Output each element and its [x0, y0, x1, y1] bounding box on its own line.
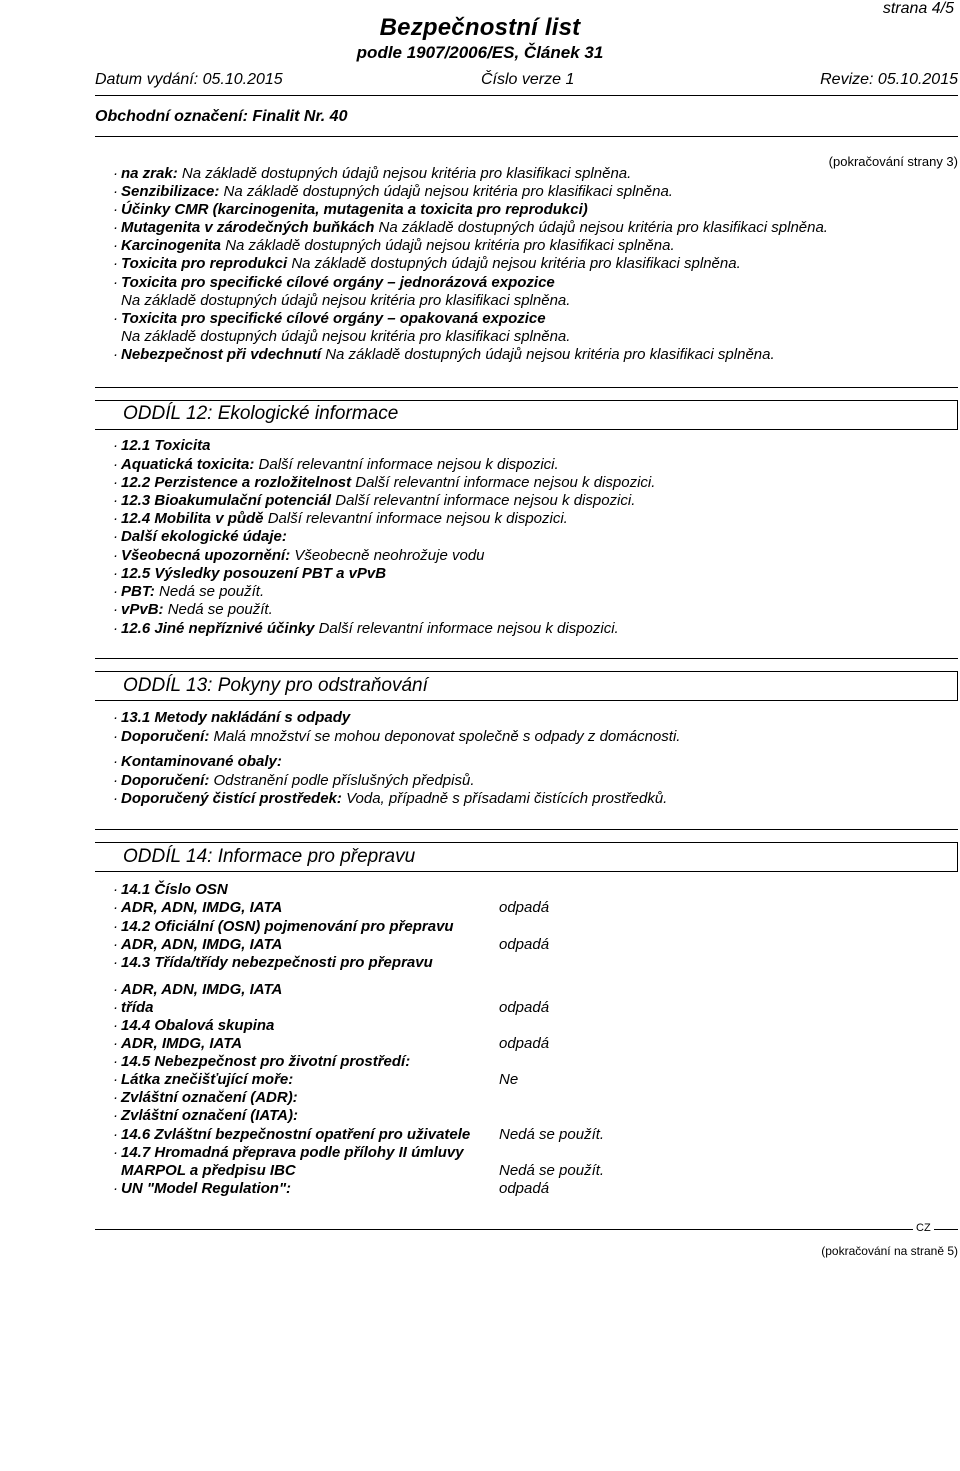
transport-line	[113, 1144, 464, 1162]
bullet-dot: ·	[113, 565, 118, 582]
line-text: Na základě dostupných údajů nejsou kritéria pro klasifikaci splněna.	[287, 255, 741, 272]
line-text: Voda, případně s přísadami čistících prostředků.	[341, 790, 668, 807]
line-text: Na základě dostupných údajů nejsou kritéria pro klasifikaci splněna.	[221, 237, 675, 254]
transport-value: Nedá se použít.	[499, 1126, 605, 1143]
text-line	[121, 292, 570, 310]
line-text: Na základě dostupných údajů nejsou kritéria pro klasifikaci splněna.	[121, 328, 571, 345]
line-text: Další relevantní informace nejsou k dispozici.	[263, 510, 568, 527]
text-line	[113, 183, 673, 201]
transport-label: Zvláštní označení (IATA):	[121, 1107, 298, 1124]
transport-value: odpadá	[499, 1180, 550, 1197]
transport-line	[113, 981, 282, 999]
text-line	[113, 565, 386, 583]
document-subtitle: podle 1907/2006/ES, Článek 31	[356, 43, 604, 62]
text-line	[113, 790, 667, 808]
transport-label: ADR, ADN, IMDG, IATA	[121, 899, 283, 916]
text-line	[113, 165, 631, 183]
section-14-rule	[95, 829, 958, 830]
bullet-dot: ·	[113, 918, 118, 935]
text-line	[113, 274, 555, 292]
bullet-dot: ·	[113, 274, 118, 291]
footer-rule	[95, 1229, 941, 1230]
line-label: 12.1 Toxicita	[121, 437, 211, 454]
line-label: Účinky CMR (karcinogenita, mutagenita a toxicita pro reprodukci)	[121, 201, 588, 218]
line-label: Toxicita pro reprodukci	[121, 255, 288, 272]
text-line	[113, 753, 282, 771]
document-title: Bezpečnostní list	[379, 14, 581, 41]
line-label: PBT:	[121, 583, 155, 600]
bullet-dot: ·	[113, 981, 118, 998]
bullet-dot: ·	[113, 547, 118, 564]
text-line	[113, 510, 568, 528]
page-number: strana 4/5	[882, 0, 954, 17]
bullet-dot: ·	[113, 790, 118, 807]
line-text: Na základě dostupných údajů nejsou kritéria pro klasifikaci splněna.	[177, 165, 632, 182]
transport-label: 14.2 Oficiální (OSN) pojmenování pro přepravu	[121, 918, 454, 935]
line-text: Další relevantní informace nejsou k dispozici.	[314, 620, 619, 637]
line-label: 12.6 Jiné nepříznivé účinky	[121, 620, 315, 637]
text-line	[113, 601, 273, 619]
issue-date: Datum vydání: 05.10.2015	[95, 71, 283, 88]
line-label: 12.3 Bioakumulační potenciál	[121, 492, 332, 509]
transport-label: ADR, ADN, IMDG, IATA	[121, 981, 283, 998]
transport-label: Látka znečišťující moře:	[121, 1071, 294, 1088]
line-label: Další ekologické údaje:	[121, 528, 287, 545]
section-12-title: ODDÍL 12: Ekologické informace	[123, 403, 399, 424]
line-label: 12.5 Výsledky posouzení PBT a vPvB	[121, 565, 387, 582]
line-text: Odstranění podle příslušných předpisů.	[209, 772, 475, 789]
line-text: Na základě dostupných údajů nejsou kritéria pro klasifikaci splněna.	[121, 292, 571, 309]
bullet-dot: ·	[113, 165, 118, 182]
bullet-dot: ·	[113, 1017, 118, 1034]
line-label: 13.1 Metody nakládání s odpady	[121, 709, 351, 726]
footer-language	[0, 1222, 960, 1236]
text-line	[113, 620, 619, 638]
text-line	[113, 528, 287, 546]
bullet-dot: ·	[113, 753, 118, 770]
transport-label: ADR, ADN, IMDG, IATA	[121, 936, 283, 953]
bullet-dot: ·	[113, 620, 118, 637]
continued-from: (pokračování strany 3)	[828, 154, 958, 169]
transport-line	[113, 954, 433, 972]
transport-label: MARPOL a předpisu IBC	[121, 1162, 296, 1179]
section-14-title: ODDÍL 14: Informace pro přepravu	[123, 846, 416, 867]
line-label: 12.4 Mobilita v půdě	[121, 510, 264, 527]
bullet-dot: ·	[113, 310, 118, 327]
line-label: Aquatická toxicita:	[121, 456, 255, 473]
bullet-dot: ·	[113, 936, 118, 953]
transport-line	[113, 999, 154, 1017]
line-label: Všeobecná upozornění:	[121, 547, 291, 564]
text-line	[113, 201, 588, 219]
line-label: Mutagenita v zárodečných buňkách	[121, 219, 375, 236]
bullet-dot: ·	[113, 528, 118, 545]
line-text: Další relevantní informace nejsou k dispozici.	[331, 492, 636, 509]
transport-label: ADR, IMDG, IATA	[121, 1035, 243, 1052]
bullet-dot: ·	[113, 1089, 118, 1106]
bullet-dot: ·	[113, 346, 118, 363]
text-line	[113, 237, 675, 255]
transport-value: odpadá	[499, 936, 550, 953]
transport-label: 14.4 Obalová skupina	[121, 1017, 275, 1034]
line-text: Všeobecně neohrožuje vodu	[290, 547, 485, 564]
text-line	[113, 310, 546, 328]
transport-value: Ne	[499, 1071, 519, 1088]
transport-line	[113, 1017, 274, 1035]
bullet-dot: ·	[113, 1180, 118, 1197]
line-label: Karcinogenita	[121, 237, 222, 254]
section-13-title: ODDÍL 13: Pokyny pro odstraňování	[123, 675, 428, 696]
transport-line	[113, 1053, 410, 1071]
line-text: Na základě dostupných údajů nejsou kritéria pro klasifikaci splněna.	[321, 346, 775, 363]
line-label: vPvB:	[121, 601, 164, 618]
bullet-dot: ·	[113, 1126, 118, 1143]
section-12-rule	[95, 387, 958, 388]
bullet-dot: ·	[113, 437, 118, 454]
bullet-dot: ·	[113, 219, 118, 236]
line-text: Na základě dostupných údajů nejsou kritéria pro klasifikaci splněna.	[219, 183, 673, 200]
bullet-dot: ·	[113, 255, 118, 272]
transport-line	[121, 1162, 296, 1180]
text-line	[113, 474, 655, 492]
text-line	[113, 583, 264, 601]
bullet-dot: ·	[113, 237, 118, 254]
transport-line	[113, 1071, 293, 1089]
text-line	[113, 772, 475, 790]
bullet-dot: ·	[113, 183, 118, 200]
line-label: na zrak:	[121, 165, 178, 182]
trade-name: Obchodní označení: Finalit Nr. 40	[95, 108, 348, 125]
line-label: Doporučení:	[121, 772, 210, 789]
transport-label: UN "Model Regulation":	[121, 1180, 292, 1197]
continued-on: (pokračování na straně 5)	[821, 1244, 958, 1258]
text-line	[113, 437, 211, 455]
trade-divider	[95, 136, 958, 137]
bullet-dot: ·	[113, 709, 118, 726]
line-text: Na základě dostupných údajů nejsou kritéria pro klasifikaci splněna.	[374, 219, 828, 236]
header-divider	[95, 95, 958, 96]
bullet-dot: ·	[113, 954, 118, 971]
line-text: Další relevantní informace nejsou k dispozici.	[254, 456, 559, 473]
line-label: Nebezpečnost při vdechnutí	[121, 346, 322, 363]
text-line	[113, 547, 485, 565]
transport-value: odpadá	[499, 999, 550, 1016]
text-line	[113, 728, 680, 746]
text-line	[113, 456, 559, 474]
text-line	[113, 219, 828, 237]
bullet-dot: ·	[113, 728, 118, 745]
section-13-rule	[95, 658, 958, 659]
footer-rule-tail	[940, 1229, 958, 1230]
line-label: Doporučený čistící prostředek:	[121, 790, 342, 807]
line-label: Toxicita pro specifické cílové orgány – opakovaná expozice	[121, 310, 546, 327]
transport-label: 14.7 Hromadná přeprava podle přílohy II úmluvy	[121, 1144, 464, 1161]
transport-label: 14.3 Třída/třídy nebezpečnosti pro přepravu	[121, 954, 433, 971]
bullet-dot: ·	[113, 601, 118, 618]
text-line	[113, 255, 741, 273]
transport-line	[113, 1180, 291, 1198]
transport-label: 14.6 Zvláštní bezpečnostní opatření pro uživatele	[121, 1126, 471, 1143]
line-label: Kontaminované obaly:	[121, 753, 282, 770]
line-label: Doporučení:	[121, 728, 210, 745]
bullet-dot: ·	[113, 201, 118, 218]
line-text: Malá množství se mohou deponovat společně s odpady z domácnosti.	[209, 728, 681, 745]
transport-label: 14.1 Číslo OSN	[121, 881, 228, 898]
bullet-dot: ·	[113, 474, 118, 491]
line-label: Toxicita pro specifické cílové orgány – jednorázová expozice	[121, 274, 555, 291]
bullet-dot: ·	[113, 510, 118, 527]
text-line	[113, 709, 350, 727]
line-text: Nedá se použít.	[163, 601, 273, 618]
text-line	[113, 492, 635, 510]
bullet-dot: ·	[113, 1035, 118, 1052]
transport-label: třída	[121, 999, 154, 1016]
transport-line	[113, 899, 282, 917]
bullet-dot: ·	[113, 881, 118, 898]
version-number: Číslo verze 1	[481, 71, 575, 88]
transport-label: Zvláštní označení (ADR):	[121, 1089, 298, 1106]
bullet-dot: ·	[113, 1053, 118, 1070]
transport-line	[113, 1126, 470, 1144]
transport-line	[113, 936, 282, 954]
bullet-dot: ·	[113, 1144, 118, 1161]
line-text: Nedá se použít.	[154, 583, 265, 600]
bullet-dot: ·	[113, 583, 118, 600]
bullet-dot: ·	[113, 456, 118, 473]
text-line	[113, 346, 775, 364]
transport-value: odpadá	[499, 1035, 550, 1052]
transport-value: odpadá	[499, 899, 550, 916]
line-text: Další relevantní informace nejsou k dispozici.	[351, 474, 656, 491]
bullet-dot: ·	[113, 1107, 118, 1124]
bullet-dot: ·	[113, 1071, 118, 1088]
bullet-dot: ·	[113, 772, 118, 789]
revision-date: Revize: 05.10.2015	[820, 71, 958, 88]
text-line	[121, 328, 570, 346]
bullet-dot: ·	[113, 999, 118, 1016]
language-code: CZ	[913, 1222, 934, 1234]
transport-line	[113, 881, 228, 899]
transport-line	[113, 1107, 298, 1125]
line-label: Senzibilizace:	[121, 183, 220, 200]
bullet-dot: ·	[113, 899, 118, 916]
bullet-dot: ·	[113, 492, 118, 509]
line-label: 12.2 Perzistence a rozložitelnost	[121, 474, 352, 491]
transport-line	[113, 1089, 298, 1107]
transport-value: Nedá se použít.	[499, 1162, 605, 1179]
transport-line	[113, 1035, 242, 1053]
transport-label: 14.5 Nebezpečnost pro životní prostředí:	[121, 1053, 411, 1070]
transport-line	[113, 918, 454, 936]
